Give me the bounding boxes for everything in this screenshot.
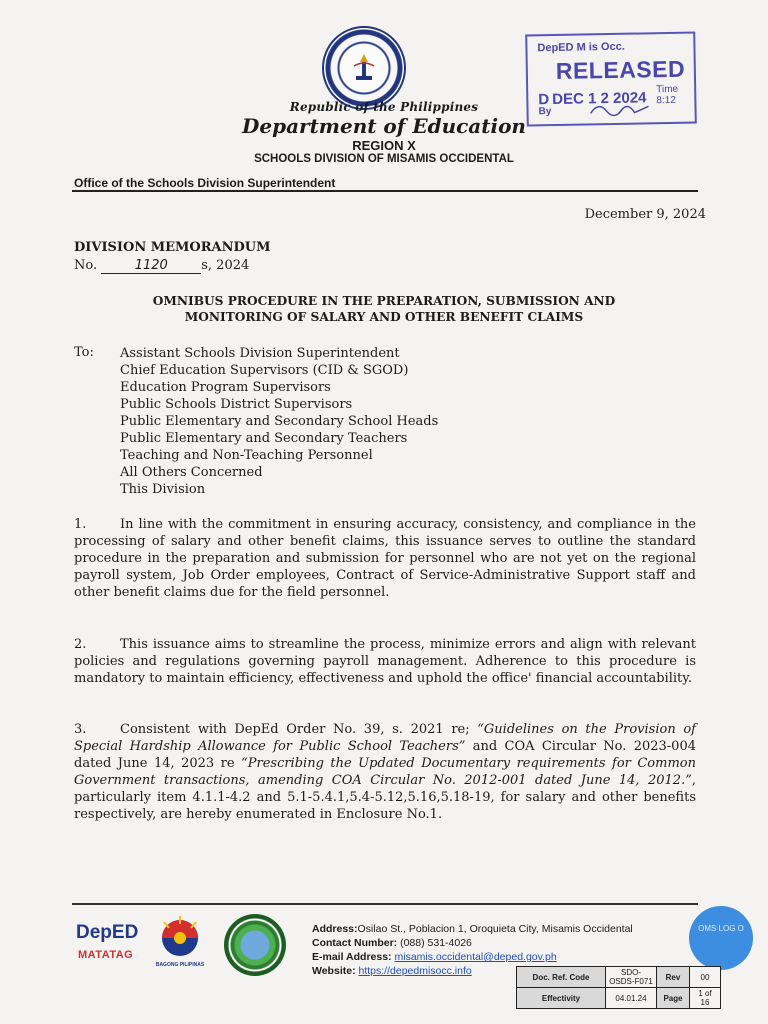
recipient-item: Assistant Schools Division Superintendent	[120, 346, 400, 361]
contact-line	[312, 936, 633, 950]
recipient-item: This Division	[120, 482, 206, 497]
deped-logo-text: DepED	[76, 922, 139, 943]
email-line	[312, 950, 633, 964]
website-label: Website:	[312, 965, 356, 977]
effectivity-value: 04.01.24	[606, 988, 657, 1009]
region-heading: REGION X	[352, 138, 416, 153]
recipient-item: Public Elementary and Secondary School Heads	[120, 414, 439, 429]
effectivity-label: Effectivity	[517, 988, 606, 1009]
signature-scribble	[588, 98, 658, 119]
contact-label: Contact Number:	[312, 937, 398, 949]
document-reference-table	[516, 966, 721, 1009]
paragraph-text: , particularly item 4.1.1-4.2 and 5.1-5.4.1,5.4-5.12,5.16,5.18-19, for salary and other benefits respectively, are hereby enumerated in Enclosure No.1.	[74, 773, 696, 822]
email-label: E-mail Address:	[312, 951, 392, 963]
contact-value: (088) 531-4026	[397, 937, 472, 949]
memo-series: s, 2024	[201, 258, 250, 273]
rev-value: 00	[690, 967, 721, 988]
memo-no-label: No.	[74, 258, 98, 273]
recipient-item: Chief Education Supervisors (CID & SGOD)	[120, 363, 409, 378]
division-heading: SCHOOLS DIVISION OF MISAMIS OCCIDENTAL	[254, 153, 514, 165]
table-row	[517, 967, 721, 988]
table-row	[517, 988, 721, 1009]
stamp-date: DEC 1 2 2024	[552, 89, 647, 109]
rev-label: Rev	[657, 967, 690, 988]
address-value: Osilao St., Poblacion 1, Oroquieta City, Misamis Occidental	[357, 923, 633, 935]
address-line	[312, 922, 633, 936]
deped-seal	[322, 26, 406, 110]
memo-subject	[74, 293, 694, 325]
footer-divider	[72, 903, 698, 905]
recipient-item: Public Elementary and Secondary Teachers	[120, 431, 408, 446]
header-divider	[72, 190, 698, 192]
email-link[interactable]: misamis.occidental@deped.gov.ph	[394, 951, 557, 963]
bagong-pilipinas-label: BAGONG PILIPINAS	[155, 962, 205, 968]
sdo-seal	[224, 914, 286, 976]
stamp-status: RELEASED	[555, 55, 686, 84]
page-label: Page	[657, 988, 690, 1009]
stamp-by-label: By	[538, 106, 552, 118]
memo-number-line	[74, 258, 249, 274]
bagong-pilipinas-icon	[150, 912, 210, 962]
stamp-time-row	[656, 84, 694, 107]
paragraph-text: and COA Circular No. 2023-004 dated June 14, 2023 re	[74, 739, 696, 771]
recipient-item: Public Schools District Supervisors	[120, 397, 353, 412]
doc-ref-value: SDO-OSDS-F071	[606, 967, 657, 988]
paragraph-text: This issuance aims to streamline the process, minimize errors and align with relevant policies and regulations governing payroll management. Adherence to this procedure is mandatory to maintain efficiency, effectiveness and uphold the office' financial accountability.	[74, 637, 696, 686]
paragraph-1	[74, 516, 696, 601]
stamp-time: 8:12	[656, 94, 676, 107]
department-heading: Department of Education	[242, 114, 526, 138]
republic-heading: Republic of the Philippines	[289, 100, 479, 114]
bagong-pilipinas-logo	[150, 912, 210, 972]
paragraph-number: 3.	[74, 722, 87, 737]
office-heading: Office of the Schools Division Superintendent	[74, 176, 336, 190]
cited-title: “Prescribing the Updated Documentary requirements for Common Government transactions, amending COA Circular No. 2012-001 dated June 14, 2012.”	[74, 756, 696, 788]
released-stamp	[525, 32, 697, 127]
to-label: To:	[74, 345, 94, 360]
doc-ref-label: Doc. Ref. Code	[517, 967, 606, 988]
subject-line-1: OMNIBUS PROCEDURE IN THE PREPARATION, SUBMISSION AND	[152, 294, 616, 308]
paragraph-2	[74, 636, 696, 687]
stamp-time-label: Time	[656, 83, 679, 96]
recipient-item: Teaching and Non-Teaching Personnel	[120, 448, 373, 463]
page-value: 1 of 16	[690, 988, 721, 1009]
matatag-logo-text: MATATAG	[78, 949, 134, 961]
subject-line-2: MONITORING OF SALARY AND OTHER BENEFIT CLAIMS	[184, 310, 584, 324]
oms-logo-badge	[689, 906, 753, 970]
recipient-item: Education Program Supervisors	[120, 380, 331, 395]
paragraph-text: In line with the commitment in ensuring accuracy, consistency, and compliance in the processing of salary and other benefit claims, this issuance serves to outline the standard procedure in the preparation and submission for personnel who are not yet on the regional payroll system, Job Order employees, Contract of Service-Administrative Support staff and other benefit claims due for the field personnel.	[74, 517, 696, 600]
recipient-item: All Others Concerned	[120, 465, 263, 480]
stamp-office: DepED M is Occ.	[537, 40, 625, 55]
address-label: Address:	[312, 923, 358, 935]
oms-badge-text: OMS LOG O	[698, 924, 744, 933]
paragraph-text: Consistent with DepEd Order No. 39, s. 2021 re;	[120, 722, 478, 737]
deped-matatag-logo	[76, 922, 138, 972]
website-link[interactable]: https://depedmisocc.info	[358, 965, 472, 977]
paragraph-number: 2.	[74, 637, 87, 652]
memo-date: December 9, 2024	[584, 207, 706, 222]
cited-title: “Guidelines on the Provision of Special Hardship Allowance for Public School Teachers”	[74, 722, 696, 754]
paragraph-3	[74, 721, 696, 823]
paragraph-number: 1.	[74, 517, 87, 532]
memo-title: DIVISION MEMORANDUM	[74, 240, 271, 255]
recipient-list	[120, 345, 438, 498]
memo-number: 1120	[101, 258, 201, 274]
stamp-date-prefix: D	[538, 91, 550, 109]
torch-icon	[350, 52, 378, 82]
